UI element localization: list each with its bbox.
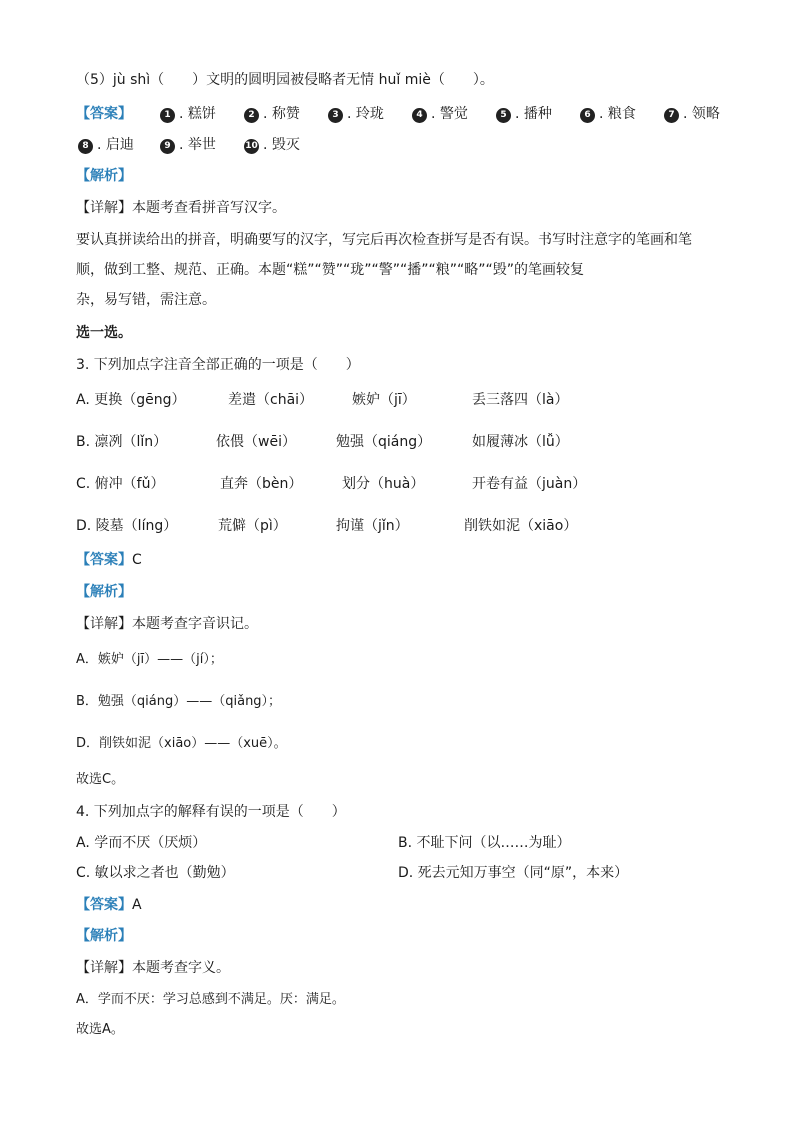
answer-tag: 【答案】 (76, 106, 132, 122)
question-2-item-5: （5）jù shì（ ）文明的圆明园被侵略者无情 huǐ miè（ ）。 (76, 72, 494, 88)
answer-word: . 启迪 (97, 137, 134, 153)
answer-item-2 (244, 104, 300, 124)
q3-option-b-3: 勉强（qiáng） (336, 434, 432, 450)
number-badge: 8 (78, 139, 93, 154)
q3-option-b-4: 如履薄冰（lǚ） (472, 434, 569, 450)
answer-word: . 警觉 (431, 106, 468, 122)
analysis-label: 【解析】 (76, 168, 132, 184)
q3-note-b: B．勉强（qiáng）——（qiǎng）； (76, 694, 282, 709)
q4-option-c: C. 敏以求之者也（勤勉） (76, 865, 235, 881)
number-badge: 6 (580, 108, 595, 123)
section-title: 选一选。 (76, 325, 132, 341)
q3-option-a-2: 差遣（chāi） (228, 392, 314, 408)
q3-option-c-2: 直奔（bèn） (220, 476, 303, 492)
number-badge: 7 (664, 108, 679, 123)
answer-item-8 (78, 135, 134, 155)
detail-tag: 【详解】 (76, 960, 132, 976)
answer-tag: 【答案】 (76, 897, 132, 913)
explanation-line-1: 要认真拼读给出的拼音，明确要写的汉字，写完后再次检查拼写是否有误。书写时注意字的笔画和笔 (76, 232, 692, 248)
answer-word: . 糕饼 (179, 106, 216, 122)
q3-option-a-4: 丢三落四（là） (472, 392, 569, 408)
q3-option-b-2: 依偎（wēi） (216, 434, 296, 450)
q3-detail-line (76, 614, 258, 634)
q3-note-d: D．削铁如泥（xiāo）——（xuē）。 (76, 736, 287, 751)
q4-answer: A (132, 897, 142, 913)
q4-conclusion: 故选A。 (76, 1022, 124, 1037)
q3-option-a-3: 嫉妒（jī） (352, 392, 416, 408)
answer-word: . 举世 (179, 137, 216, 153)
answer-item-9 (160, 135, 216, 155)
answer-tag: 【答案】 (76, 552, 132, 568)
number-badge: 4 (412, 108, 427, 123)
number-badge: 10 (244, 139, 259, 154)
q3-option-a-1: A. 更换（gēng） (76, 392, 186, 408)
q3-option-c-1: C. 俯冲（fǔ） (76, 476, 165, 492)
detail-line (76, 198, 286, 218)
number-badge: 5 (496, 108, 511, 123)
q3-option-d-2: 荒僻（pì） (218, 518, 287, 534)
q4-option-b: B. 不耻下问（以……为耻） (398, 835, 571, 851)
explanation-line-2: 顺，做到工整、规范、正确。本题“糕”“赞”“珑”“警”“播”“粮”“略”“毁”的笔画较复 (76, 262, 585, 278)
number-badge: 1 (160, 108, 175, 123)
answer-item-3 (328, 104, 384, 124)
q3-conclusion: 故选C。 (76, 772, 125, 787)
answer-item-6 (580, 104, 636, 124)
detail-text: 本题考查字义。 (132, 960, 230, 976)
answer-word: . 毁灭 (263, 137, 300, 153)
answer-word: . 播种 (515, 106, 552, 122)
answer-item-5 (496, 104, 552, 124)
answer-item-7 (664, 104, 720, 124)
q4-answer-line (76, 895, 142, 915)
number-badge: 9 (160, 139, 175, 154)
q3-option-d-1: D. 陵墓（líng） (76, 518, 178, 534)
q4-analysis-label: 【解析】 (76, 928, 132, 944)
q3-option-d-3: 拘谨（jǐn） (336, 518, 409, 534)
answer-word: . 称赞 (263, 106, 300, 122)
question-4-title: 4. 下列加点字的解释有误的一项是（ ） (76, 804, 346, 820)
q4-option-d: D. 死去元知万事空（同“原”，本来） (398, 865, 629, 881)
detail-tag: 【详解】 (76, 616, 132, 632)
answer-item-4 (412, 104, 468, 124)
detail-text: 本题考查看拼音写汉字。 (132, 200, 286, 216)
question-3-title: 3. 下列加点字注音全部正确的一项是（ ） (76, 357, 360, 373)
number-badge: 3 (328, 108, 343, 123)
q3-option-d-4: 削铁如泥（xiāo） (464, 518, 578, 534)
answer-word: . 粮食 (599, 106, 636, 122)
explanation-line-3: 杂，易写错，需注意。 (76, 292, 216, 308)
q3-answer: C (132, 552, 142, 568)
q3-option-c-3: 划分（huà） (342, 476, 425, 492)
q4-option-a: A. 学而不厌（厌烦） (76, 835, 207, 851)
q3-option-b-1: B. 凛冽（lǐn） (76, 434, 168, 450)
q4-detail-line (76, 958, 230, 978)
detail-tag: 【详解】 (76, 200, 132, 216)
answer-item-1 (160, 104, 216, 124)
q4-note-a: A．学而不厌：学习总感到不满足。厌：满足。 (76, 992, 345, 1007)
q3-analysis-label: 【解析】 (76, 584, 132, 600)
answer-label (76, 104, 132, 124)
answer-item-10 (244, 135, 300, 155)
number-badge: 2 (244, 108, 259, 123)
q3-note-a: A．嫉妒（jī）——（jí）； (76, 652, 223, 667)
answer-word: . 领略 (683, 106, 720, 122)
q3-answer-line (76, 550, 142, 570)
detail-text: 本题考查字音识记。 (132, 616, 258, 632)
q3-option-c-4: 开卷有益（juàn） (472, 476, 587, 492)
answer-word: . 玲珑 (347, 106, 384, 122)
